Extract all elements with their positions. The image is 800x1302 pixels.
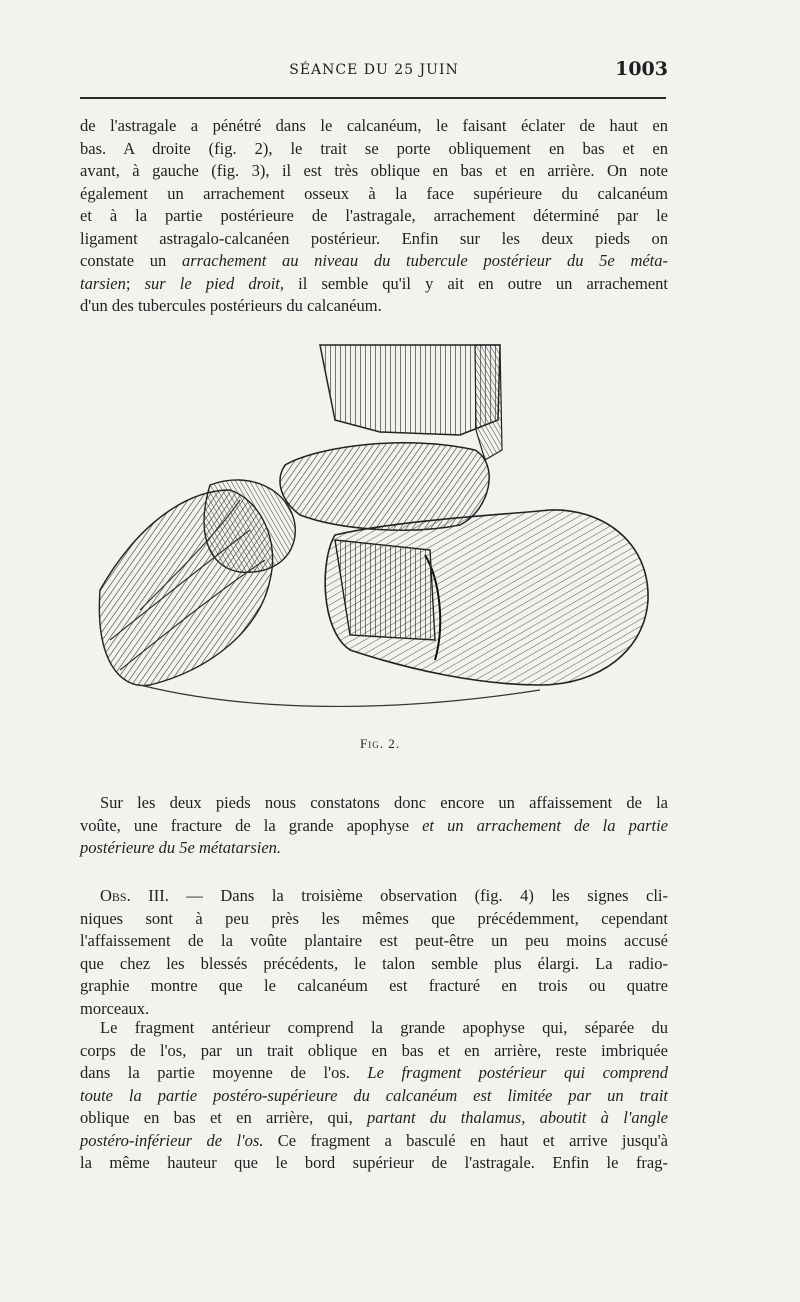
text-line: la même hauteur que le bord supérieur de l'astragale. Enfin le frag-: [80, 1153, 668, 1172]
header-rule: [80, 97, 666, 99]
text-run: dans la partie moyenne de l'os.: [80, 1063, 368, 1082]
sole-outline: [140, 685, 540, 706]
text-line: [80, 815, 668, 838]
text-line: niques sont à peu près les mêmes que précédemment, cependant: [80, 908, 668, 928]
fibula-shape: [475, 345, 502, 460]
text-line: [80, 250, 668, 273]
running-title: SÉANCE DU 25 JUIN: [289, 62, 459, 78]
text-line: corps de l'os, par un trait oblique en bas et en arrière, reste imbriquée: [80, 1040, 668, 1060]
text-line: [80, 1107, 668, 1130]
text-line: graphie montre que le calcanéum est fracturé en trois ou quatre: [80, 976, 668, 995]
italic-run: partant du thalamus, aboutit à l'angle: [367, 1108, 668, 1127]
text-run: ;: [125, 273, 145, 293]
italic-run: postérieure du 5e métatarsien.: [80, 838, 282, 857]
figure-caption: Fig. 2.: [360, 736, 400, 751]
italic-run: arrachement au niveau du tubercule postérieur du 5e méta-: [181, 251, 669, 270]
text-run: constate un: [80, 251, 182, 270]
text-line: l'affaissement de la voûte plantaire est peut-être un peu moins accusé: [80, 931, 668, 950]
italic-run: sur le pied droit: [144, 273, 280, 293]
text-run: voûte, une fracture de la grande apophyse: [80, 815, 423, 835]
paragraph-4: [80, 1017, 668, 1175]
text-run: Ce fragment a basculé en haut et arrive jusqu'à: [263, 1130, 668, 1150]
italic-run: postéro-inférieur de l'os.: [80, 1130, 264, 1150]
text-line: également un arrachement osseux à la face supérieure du calcanéum: [80, 183, 668, 203]
text-line: Sur les deux pieds nous constatons donc encore un affaissement de la: [100, 793, 668, 812]
paragraph-1: [80, 115, 668, 318]
text-line: [80, 885, 668, 908]
foot-radiograph-drawing: [80, 340, 660, 730]
text-line: et à la partie postérieure de l'astragale, arrachement déterminé par le: [80, 206, 668, 225]
italic-run: toute la partie postéro-supérieure du calcanéum est limitée par un trait: [80, 1085, 668, 1105]
text-line: [80, 1130, 668, 1153]
text-line: ligament astragalo-calcanéen postérieur. Enfin sur les deux pieds on: [80, 228, 668, 248]
tibia-shape: [320, 345, 500, 435]
text-line: [80, 837, 668, 860]
page-header: [80, 58, 668, 86]
calcaneus-anterior-shape: [335, 540, 435, 640]
text-line: que chez les blessés précédents, le talon semble plus élargi. La radio-: [80, 953, 668, 973]
text-run: , il semble qu'il y ait en outre un arrachement: [279, 273, 669, 293]
page-number: 1003: [615, 58, 668, 80]
text-line: avant, à gauche (fig. 3), il est très oblique en bas et en arrière. On note: [80, 161, 668, 180]
text-line: bas. A droite (fig. 2), le trait se porte obliquement en bas et en: [80, 138, 668, 158]
text-line: [80, 273, 668, 296]
text-line: de l'astragale a pénétré dans le calcanéum, le faisant éclater de haut en: [80, 116, 668, 135]
text-line: [80, 1062, 668, 1085]
italic-run: tarsien: [80, 273, 126, 293]
text-line: morceaux.: [80, 998, 150, 1018]
metatarsals-shape: [99, 490, 272, 686]
italic-run: Le fragment postérieur qui comprend: [367, 1063, 668, 1082]
paragraph-3: [80, 885, 668, 1020]
text-line: [80, 1085, 668, 1108]
text-run: oblique en bas et en arrière, qui,: [80, 1108, 368, 1127]
italic-run: et un arrachement de la partie: [422, 815, 668, 835]
observation-label: Obs. III.: [100, 886, 169, 905]
text-line: d'un des tubercules postérieurs du calcanéum.: [80, 296, 382, 315]
text-run: — Dans la troisième observation (fig. 4) les signes cli-: [168, 886, 669, 905]
paragraph-2: [80, 792, 668, 860]
text-line: Le fragment antérieur comprend la grande apophyse qui, séparée du: [100, 1018, 668, 1037]
